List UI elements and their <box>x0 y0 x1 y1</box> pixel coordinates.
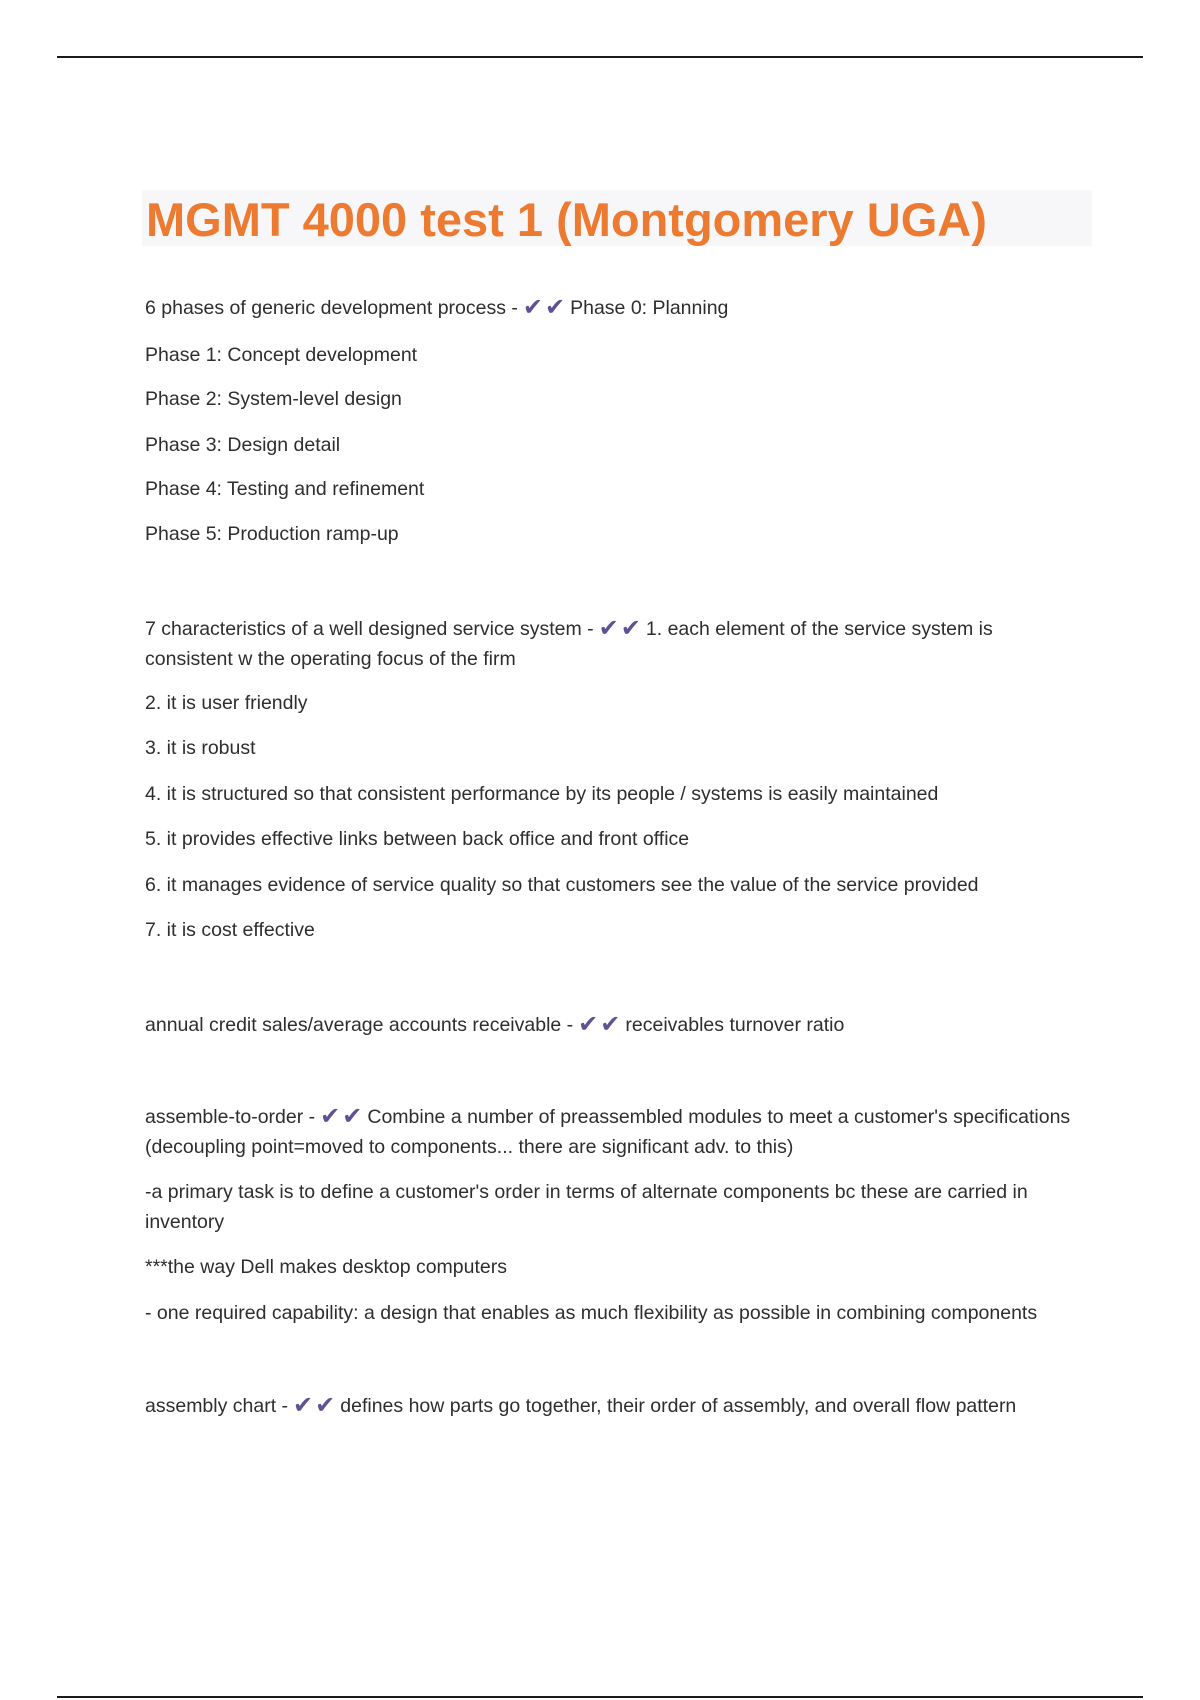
check-icon: ✔ <box>620 615 641 642</box>
list-item: Phase 2: System-level design <box>145 388 402 410</box>
document-title: MGMT 4000 test 1 (Montgomery UGA) <box>146 193 987 246</box>
list-item: Phase 4: Testing and refinement <box>145 478 425 500</box>
list-item: Phase 5: Production ramp-up <box>145 523 399 545</box>
entry-term: 7 characteristics of a well designed service system - <box>145 618 594 640</box>
check-icon: ✔ <box>320 1103 341 1130</box>
check-icon: ✔ <box>293 1392 314 1419</box>
top-rule <box>57 56 1143 58</box>
entry-definition: 1. each element of the service system is consistent w the operating focus of the firm <box>145 618 993 670</box>
list-item: 3. it is robust <box>145 737 256 759</box>
entry-2-question <box>145 614 1085 674</box>
list-item: 7. it is cost effective <box>145 919 315 941</box>
entry-4-question <box>145 1102 1085 1162</box>
list-item: 5. it provides effective links between back office and front office <box>145 828 690 850</box>
entry-term: annual credit sales/average accounts receivable - <box>145 1014 574 1036</box>
entry-definition: Phase 0: Planning <box>570 297 729 319</box>
check-icon: ✔ <box>598 615 619 642</box>
list-item: 6. it manages evidence of service quality so that customers see the value of the service provided <box>145 874 979 896</box>
check-icon: ✔ <box>315 1392 336 1419</box>
list-item: 2. it is user friendly <box>145 692 308 714</box>
list-item: 4. it is structured so that consistent performance by its people / systems is easily maintained <box>145 783 939 805</box>
entry-term: assembly chart - <box>145 1395 289 1417</box>
entry-definition: defines how parts go together, their order of assembly, and overall flow pattern <box>340 1395 1017 1417</box>
check-icon: ✔ <box>342 1103 363 1130</box>
list-item: Phase 3: Design detail <box>145 434 341 456</box>
check-icon: ✔ <box>600 1011 621 1038</box>
entry-term: 6 phases of generic development process - <box>145 297 518 319</box>
entry-1-question <box>145 293 728 323</box>
list-item: -a primary task is to define a customer's order in terms of alternate components bc these are carried in inventory <box>145 1181 1028 1233</box>
check-icon: ✔ <box>545 294 566 321</box>
entry-term: assemble-to-order - <box>145 1106 316 1128</box>
check-icon: ✔ <box>578 1011 599 1038</box>
entry-definition: receivables turnover ratio <box>625 1014 845 1036</box>
list-item: Phase 1: Concept development <box>145 344 418 366</box>
list-item: ***the way Dell makes desktop computers <box>145 1256 507 1278</box>
bottom-rule <box>57 1696 1143 1698</box>
list-item: - one required capability: a design that enables as much flexibility as possible in combining components <box>145 1302 1038 1324</box>
entry-5-question <box>145 1391 1016 1421</box>
entry-definition: Combine a number of preassembled modules to meet a customer's specifications (decoupling point=moved to components... there are significant adv. to this) <box>145 1106 1071 1158</box>
check-icon: ✔ <box>522 294 543 321</box>
entry-3-question <box>145 1010 844 1040</box>
